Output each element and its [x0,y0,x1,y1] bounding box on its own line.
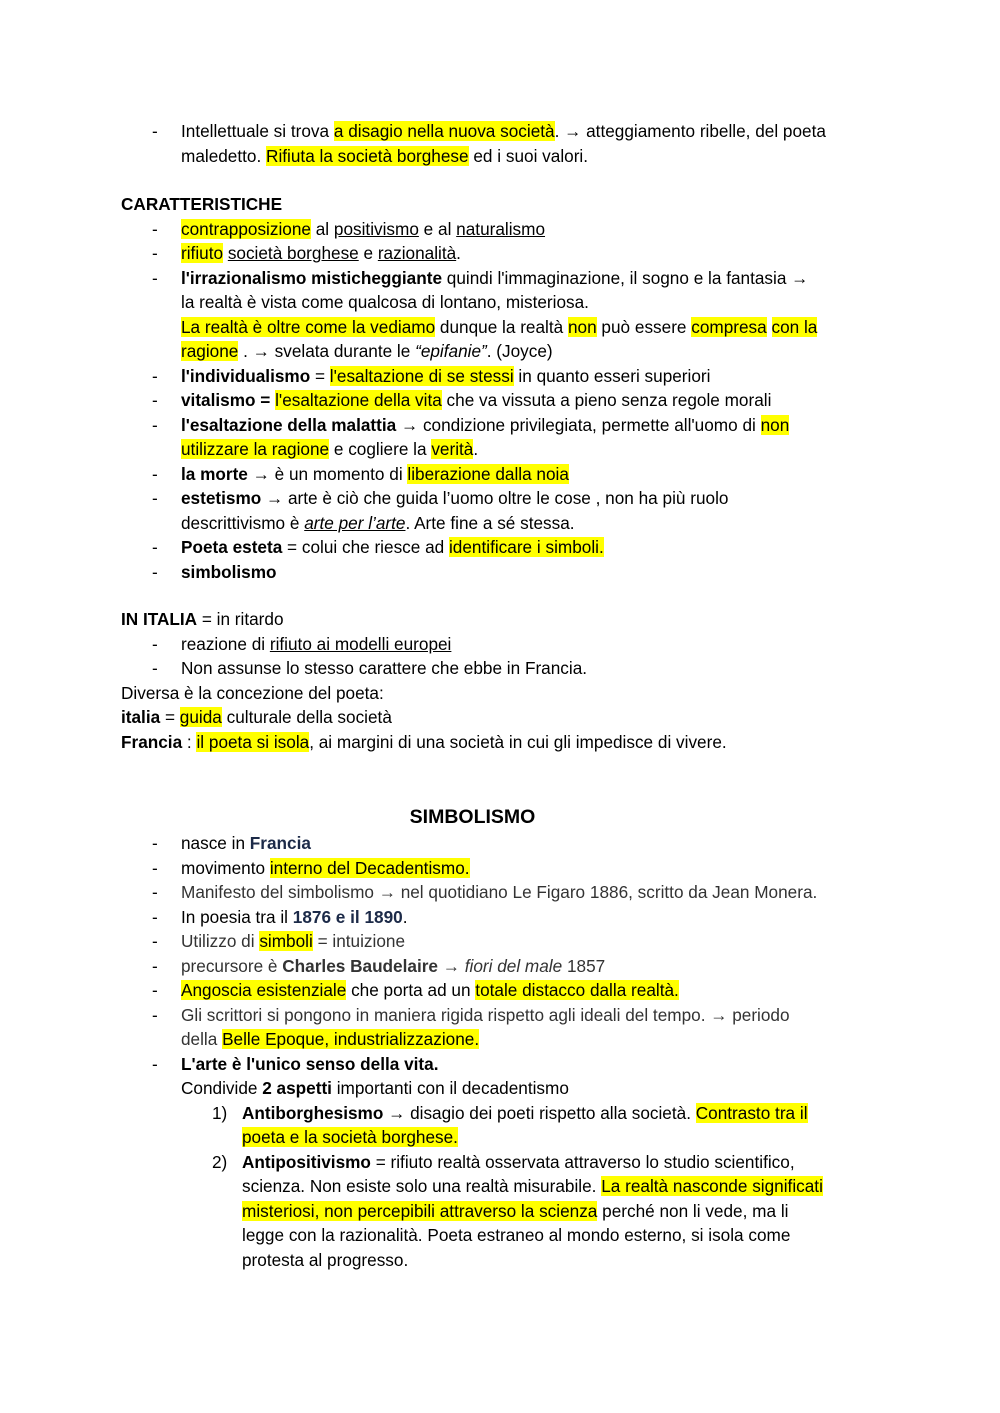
highlighted-text: l'esaltazione di se stessi [329,365,514,386]
numbered-item-line [242,1223,790,1247]
text-run: la realtà è vista come qualcosa di lontano, misteriosa. [181,292,589,312]
numbered-item-line [242,1150,795,1174]
text-run: importanti con il decadentismo [331,1078,569,1098]
text-run: = in ritardo [197,609,284,629]
text-run: ed i suoi valori. [468,145,589,166]
text-run: Francia [249,833,311,853]
highlighted-text: liberazione dalla noia [407,463,569,484]
text-run: 1876 e il 1890 [292,906,403,927]
bullet-dash: - [152,882,158,902]
text-run: protesta al progresso. [242,1249,409,1270]
text-run: Charles Baudelaire [282,955,438,976]
text-run: nasce in [181,833,250,853]
bullet-dash: - [152,955,158,976]
list-item-line [181,364,710,388]
highlighted-text: Contrasto tra il [695,1102,808,1123]
highlighted-text: identificare i simboli. [448,537,604,557]
text-run: . [402,906,408,927]
text-run: che va vissuta a pieno senza regole morali [441,390,772,410]
highlighted-text: La realtà nasconde significati [601,1176,823,1196]
highlighted-text: non [567,316,597,337]
text-run: = colui che riesce ad [282,537,449,557]
text-run: Diversa è la concezione del poeta: [121,682,384,703]
bullet-dash: - [152,833,158,853]
text-run: scienza. Non esiste solo una realtà misurabile. [242,1176,602,1196]
bullet-dash: - [152,414,158,435]
bullet-dash: - [152,931,158,951]
list-item-line [181,535,604,559]
text-run: Antipositivismo [242,1151,371,1172]
bullet-dash: - [152,390,158,410]
bullet-dash: - [152,658,158,678]
text-run: IN ITALIA [121,609,198,629]
text-run: della [181,1029,223,1049]
text-run: Intellettuale si trova [181,121,334,141]
highlighted-text: totale distacco dalla realtà. [475,980,679,1000]
list-item-line [181,462,569,486]
text-run: estetismo [181,488,262,508]
text-run: Manifesto del simbolismo → nel quotidiano Le Figaro 1886, scritto da Jean Monera. [181,882,818,902]
text-run: “epifanie” [415,341,487,361]
text-run: precursore è [181,955,283,976]
text-run: 1857 [562,955,606,976]
list-item-line [181,388,771,412]
highlighted-text: ragione [181,341,239,361]
list-item-line [181,632,451,656]
text-run: quindi l'immaginazione, il sogno e la fantasia → [442,267,809,288]
text-run: , ai margini di una società in cui gli impedisce di vivere. [309,731,727,752]
text-run: al [310,218,334,239]
bullet-dash: - [152,488,158,508]
text-run: Francia [121,731,183,752]
text-run: . [456,243,461,263]
list-item-line [181,560,277,584]
text-run: . → svelata durante le [238,341,416,361]
text-run: l'irrazionalismo misticheggiante [181,267,443,288]
list-item-line [181,217,545,241]
list-number: 2) [212,1151,228,1172]
text-run: descrittivismo è [181,512,305,533]
text-run: legge con la razionalità. Poeta estraneo al mondo esterno, si isola come [242,1225,791,1245]
list-item-line [181,315,817,339]
text-run: Non assunse lo stesso carattere che ebbe in Francia. [181,658,588,678]
list-item-line [181,1027,479,1051]
text-run: culturale della società [221,707,392,727]
highlighted-text: rifiuto [181,243,224,263]
highlighted-text: misteriosi, non percepibili attraverso la scienza [242,1200,598,1221]
text-run: → disagio dei poeti rispetto alla società. [383,1102,696,1123]
section-heading: CARATTERISTICHE [121,194,283,214]
bullet-dash: - [152,561,158,582]
list-item-line [181,1003,790,1027]
text-run: positivismo [333,218,419,239]
text-run: la morte [181,463,248,484]
highlighted-text: verità [431,439,474,459]
text-run: L'arte è l'unico senso della vita. [181,1053,439,1074]
text-run: Poeta esteta [181,537,283,557]
text-run: → è un momento di [247,463,408,484]
highlighted-text: interno del Decadentismo. [269,857,470,878]
text-run: In poesia tra il [181,906,293,927]
text-run: l'esaltazione della malattia [181,414,397,435]
list-item-line [181,856,470,880]
text-run: simbolismo [181,561,277,582]
text-run: reazione di [181,633,270,654]
list-item-line [181,1076,569,1100]
text-run: e cogliere la [329,439,432,459]
text-run: = intuizione [312,931,406,951]
text-run: e al [418,218,457,239]
highlighted-text: Angoscia esistenziale [181,980,347,1000]
text-run: in quanto esseri superiori [513,365,711,386]
list-item-line [181,880,817,904]
list-item-line [181,656,587,680]
highlighted-text: contrapposizione [181,218,311,239]
list-item-line [181,119,826,143]
text-run: naturalismo [456,218,546,239]
highlighted-text: poeta e la società borghese. [242,1127,458,1147]
text-run: l'individualismo [181,365,311,386]
bullet-dash: - [152,463,158,484]
list-item-line [181,266,808,290]
bullet-dash: - [152,1004,158,1025]
list-item-line [181,954,605,978]
highlighted-text: Rifiuta la società borghese [266,145,469,166]
list-item-line [181,486,728,510]
bullet-dash: - [152,537,158,557]
highlighted-text: l'esaltazione della vita [275,390,442,410]
text-run: vitalismo = [181,390,271,410]
highlighted-text: simboli [259,931,313,951]
list-number: 1) [212,1102,228,1123]
highlighted-text: La realtà è oltre come la vediamo [181,316,436,337]
text-run: Condivide [181,1078,263,1098]
text-run: = [310,365,330,386]
bullet-dash: - [152,1053,158,1074]
list-item-line [181,144,588,168]
text-run [767,317,772,337]
list-item-line [181,1052,438,1076]
list-item-line [181,339,553,363]
text-run: Utilizzo di [181,931,260,951]
highlighted-text: utilizzare la ragione [181,439,330,459]
text-run: → arte è ciò che guida l’uomo oltre le cose , non ha più ruolo [261,488,729,508]
text-run: Antiborghesismo [242,1102,384,1123]
highlighted-text: il poeta si isola [196,731,310,752]
bullet-dash: - [152,857,158,878]
numbered-item-line [242,1101,808,1125]
text-run: . (Joyce) [486,341,553,361]
paragraph-line [121,705,392,729]
bullet-dash: - [152,633,158,654]
numbered-item-line [242,1199,788,1223]
text-run: maledetto. [181,145,267,166]
text-run: . → atteggiamento ribelle, del poeta [554,121,826,141]
bullet-dash: - [152,980,158,1000]
text-run: e [358,243,378,263]
text-run: razionalità [377,243,457,263]
list-item-line [181,978,679,1002]
highlighted-text: a disagio nella nuova società [333,121,555,141]
numbered-item-line [242,1174,823,1198]
paragraph-line [121,730,727,754]
text-run: : [182,731,197,752]
list-item-line [181,929,405,953]
text-run: può essere [596,316,692,337]
text-run: arte per l’arte [304,512,406,533]
text-run: Gli scrittori si pongono in maniera rigida rispetto agli ideali del tempo. → periodo [181,1004,790,1025]
section-heading [121,607,284,631]
list-item-line [181,241,461,265]
text-run: italia [121,707,161,727]
bullet-dash: - [152,243,158,263]
text-run: . Arte fine a sé stessa. [405,512,575,533]
highlighted-text: guida [179,707,222,727]
numbered-item-line [242,1125,458,1149]
paragraph-line [121,681,384,705]
text-run: rifiuto ai modelli europei [269,633,452,654]
bullet-dash: - [152,365,158,386]
highlighted-text: non [760,414,790,435]
text-run: dunque la realtà [435,316,568,337]
list-item-line [181,831,311,855]
numbered-item-line [242,1248,408,1272]
text-run: = [160,707,180,727]
text-run: → condizione privilegiata, permette all'uomo di [396,414,761,435]
list-item-line [181,905,407,929]
text-run: fiori del male [464,955,563,976]
highlighted-text: Belle Epoque, industrializzazione. [222,1029,480,1049]
bullet-dash: - [152,218,158,239]
list-item-line [181,511,575,535]
bullet-dash: - [152,906,158,927]
list-item-line [181,437,478,461]
page-title: SIMBOLISMO [409,806,536,828]
text-run: . [473,439,479,459]
text-run: movimento [181,857,270,878]
text-run: → [437,955,465,976]
text-run: = rifiuto realtà osservata attraverso lo studio scientifico, [370,1151,795,1172]
text-run: perché non li vede, ma li [597,1200,789,1221]
text-run: società borghese [227,243,359,263]
list-item-line [181,413,789,437]
bullet-dash: - [152,267,158,288]
list-item-line [181,290,589,314]
highlighted-text: con la [771,316,818,337]
bullet-dash: - [152,121,158,141]
text-run: 2 aspetti [262,1078,332,1098]
highlighted-text: compresa [691,316,767,337]
text-run: che porta ad un [346,980,476,1000]
